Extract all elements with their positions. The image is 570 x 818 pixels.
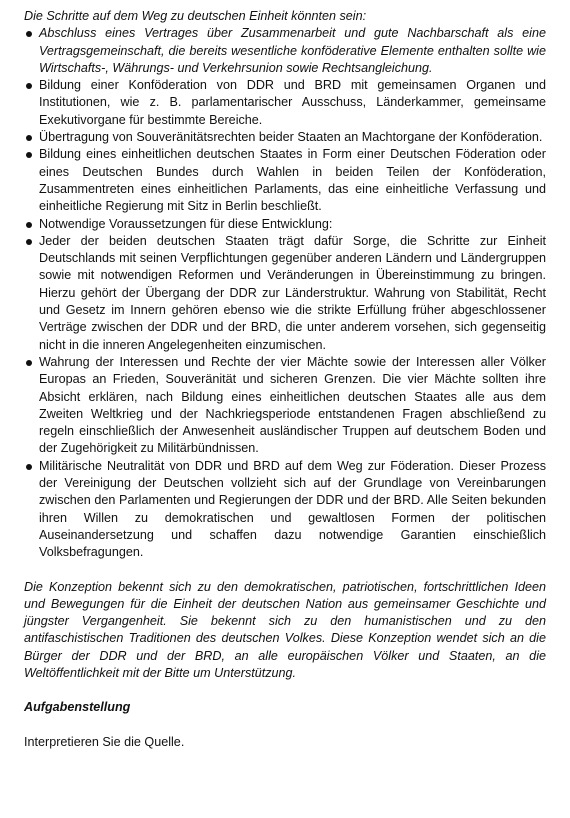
task-text: Interpretieren Sie die Quelle. <box>24 734 185 749</box>
bullet-icon <box>26 83 32 89</box>
list-item-text: Übertragung von Souveränitätsrechten beider Staaten an Machtorgane der Konföderation. <box>39 130 543 145</box>
bullet-icon <box>26 31 32 37</box>
list-item-text: Militärische Neutralität von DDR und BRD auf dem Weg zur Föderation. Dieser Prozess der Vereinigung der Deutschen vollzieht sich auf der Grundlage von Vereinbarungen zwischen den Parlamenten und Regierungen der DDR und der BRD. Alle Seiten bekunden ihren Willen zu demokratischen und gewaltlosen Formen der politischen Auseinandersetzung und schaffen dazu notwendige Garantien einschießlich Volksbefragungen. <box>39 458 546 560</box>
bullet-icon <box>26 222 32 228</box>
list-item-text: Abschluss eines Vertrages über Zusammenarbeit und gute Nachbarschaft als eine Vertragsgemeinschaft, die bereits wesentliche konföderative Elemente enthalten sollte wie Wirtschafts-, Währungs- und Verkehrsunion sowie Rechtsangleichung. <box>39 26 546 75</box>
list-item <box>24 233 546 354</box>
intro-text: Die Schritte auf dem Weg zu deutschen Einheit könnten sein: <box>24 9 367 23</box>
bullet-icon <box>26 135 32 141</box>
list-item-text: Bildung einer Konföderation von DDR und BRD mit gemeinsamen Organen und Institutionen, wie z. B. parlamentarischer Ausschuss, Länderkammer, gemeinsame Exekutivorgane für bestimmte Bereiche. <box>39 78 546 127</box>
conclusion-paragraph: Die Konzeption bekennt sich zu den demokratischen, patriotischen, fortschrittlichen Ideen und Bewegungen für die Einheit der deutschen Nation aus gemeinsamer Geschichte und jüngster Vergangenheit. Sie bekennt sich zu den humanistischen und zu den antifaschistischen Traditionen des deutschen Volkes. Diese Konzeption wendet sich an die Bürger der DDR und der BRD, an alle europäischen Völker und Staaten, an die Weltöffentlichkeit mit der Bitte um Unterstützung. <box>24 579 546 680</box>
list-item <box>24 216 546 233</box>
list-item-text: Bildung eines einheitlichen deutschen Staates in Form einer Deutschen Föderation oder eines Deutschen Bundes durch Wahlen in beiden Teilen der Konföderation, Zusammentreten eines einheitlichen Parlaments, das eine einheitliche Verfassung und einheitliche Regierung mit Sitz in Berlin beschließt. <box>39 147 546 214</box>
list-item <box>24 129 546 146</box>
list-item-text: Jeder der beiden deutschen Staaten trägt dafür Sorge, die Schritte zur Einheit Deutschlands mit seinen Verpflichtungen gegenüber anderen Ländern und Ländergruppen sowie mit notwendigen Reformen und Veränderungen in Übereinstimmung zu bringen. Hierzu gehört der Übergang der DDR zur Länderstruktur. Wahrung von Stabilität, Recht und Gesetz im Innern gehören ebenso wie die strikte Erfüllung früher abgeschlossener Verträge zwischen der DDR und der BRD, die unter anderem vorsehen, sich gegenseitig nicht in die inneren Angelegenheiten einzumischen. <box>39 233 546 352</box>
list-item <box>24 25 546 77</box>
list-item <box>24 146 546 215</box>
task-heading: Aufgabenstellung <box>24 700 131 715</box>
list-item-text: Notwendige Voraussetzungen für diese Entwicklung: <box>39 216 333 231</box>
list-item <box>24 354 546 458</box>
bullet-icon <box>26 239 32 245</box>
bullet-icon <box>26 152 32 158</box>
steps-list <box>24 25 546 561</box>
bullet-icon <box>26 360 32 366</box>
list-item <box>24 458 546 562</box>
list-item <box>24 77 546 129</box>
list-item-text: Wahrung der Interessen und Rechte der vier Mächte sowie der Interessen aller Völker Europas an Frieden, Souveränität und sicheren Grenzen. Die vier Mächte sollten ihre Absicht erklären, nach Bildung eines einheitlichen deutschen Staates alle aus dem Zweiten Weltkrieg und der Nachkriegsperiode entstandenen Fragen abschließend zu regeln einschließlich der Anwesenheit ausländischer Truppen auf deutschem Boden und der Zugehörigkeit zu Militärbündnissen. <box>39 354 546 456</box>
bullet-icon <box>26 464 32 470</box>
